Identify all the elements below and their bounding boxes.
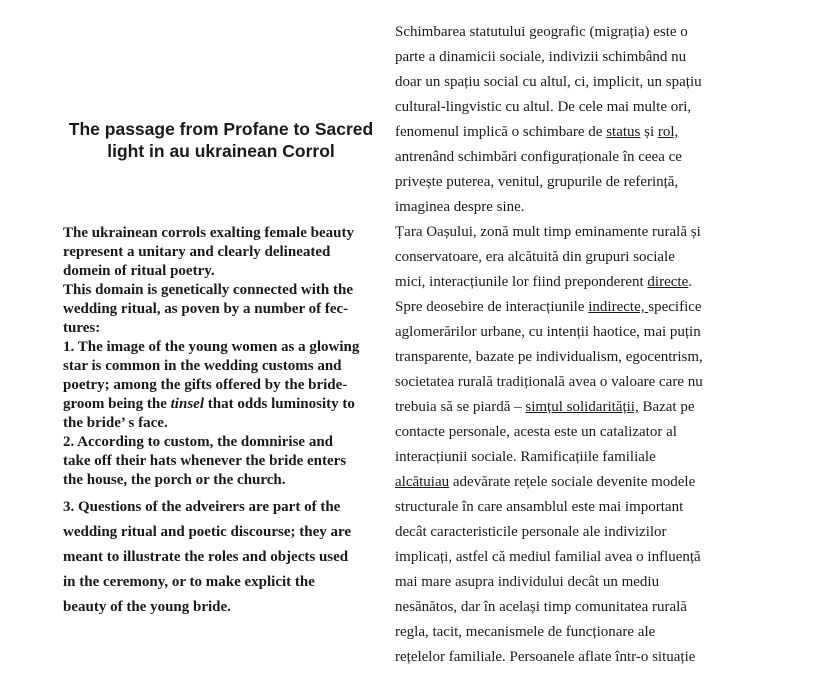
text-line bbox=[395, 395, 755, 420]
title-line-2: light in au ukrainean Corrol bbox=[107, 141, 335, 161]
text-line bbox=[395, 120, 755, 145]
text-line: represent a unitary and clearly delineated bbox=[63, 244, 331, 260]
left-column bbox=[63, 224, 385, 620]
text-run: Spre deosebire de interacțiunile bbox=[395, 299, 589, 315]
underlined-word: simțul solidarității, bbox=[525, 399, 639, 415]
text-line: Țara Oașului, zonă mult timp eminamente rurală și bbox=[395, 224, 701, 240]
text-run: groom being the bbox=[63, 396, 171, 412]
text-line: The ukrainean corrols exalting female beauty bbox=[63, 225, 354, 241]
text-line: societatea rurală tradițională avea o valoare care nu bbox=[395, 374, 703, 390]
text-line: in the ceremony, or to make explicit the bbox=[63, 574, 315, 590]
text-line bbox=[395, 295, 755, 320]
text-line: star is common in the wedding customs and bbox=[63, 358, 342, 374]
text-line: interacțiunii sociale. Ramificațiile familiale bbox=[395, 449, 656, 465]
text-line: decât caracteristicile personale ale indivizilor bbox=[395, 524, 667, 540]
text-run: . bbox=[688, 274, 692, 290]
title-line-1: The passage from Profane to Sacred bbox=[68, 119, 374, 139]
text-line: transparente, bazate pe individualism, egocentrism, bbox=[395, 349, 703, 365]
underlined-word: directe bbox=[647, 274, 689, 290]
text-line: 3. Questions of the adveirers are part of the bbox=[63, 499, 341, 515]
text-line: the bride’ s face. bbox=[63, 415, 168, 431]
text-run: și bbox=[640, 124, 658, 140]
text-line: implicați, astfel că mediul familial avea o influență bbox=[395, 549, 701, 565]
text-line: rețelelor familiale. Persoanele aflate într-o situație bbox=[395, 649, 696, 665]
text-line: wedding ritual and poetic discourse; they are bbox=[63, 524, 352, 540]
text-line bbox=[63, 395, 385, 414]
text-line: domein of ritual poetry. bbox=[63, 263, 215, 279]
text-line: beauty of the young bride. bbox=[63, 599, 231, 615]
text-line: take off their hats whenever the bride enters bbox=[63, 453, 347, 469]
text-run: adevărate rețele sociale devenite modele bbox=[449, 474, 696, 490]
underlined-word: indirecte, bbox=[588, 299, 649, 315]
text-run: that odds luminosity to bbox=[203, 396, 355, 412]
left-paragraph-1 bbox=[63, 224, 385, 490]
text-line: privește puterea, venitul, grupurile de referință, bbox=[395, 174, 679, 190]
underlined-word: rol, bbox=[657, 124, 679, 140]
underlined-word: alcătuiau bbox=[395, 474, 450, 490]
text-line: aglomerărilor urbane, cu intenții haotice, mai puțin bbox=[395, 324, 701, 340]
text-run: trebuia să se piardă – bbox=[395, 399, 526, 415]
text-run: Bazat pe bbox=[638, 399, 695, 415]
document-title bbox=[50, 118, 392, 162]
text-run: mici, interacțiunile lor fiind preponderent bbox=[395, 274, 648, 290]
text-line: parte a dinamicii sociale, indivizii schimbând nu bbox=[395, 49, 687, 65]
text-line: 2. According to custom, the domnirise and bbox=[63, 434, 333, 450]
text-line bbox=[395, 470, 755, 495]
text-line: poetry; among the gifts offered by the bride- bbox=[63, 377, 348, 393]
text-line: the house, the porch or the church. bbox=[63, 472, 286, 488]
italic-word: tinsel bbox=[170, 396, 204, 412]
text-line: contacte personale, acesta este un catalizator al bbox=[395, 424, 677, 440]
text-line: nesănătos, dar în același timp comunitatea rurală bbox=[395, 599, 687, 615]
text-line: Schimbarea statutului geografic (migrația) este o bbox=[395, 24, 688, 40]
text-line bbox=[395, 270, 755, 295]
text-line: meant to illustrate the roles and objects used bbox=[63, 549, 349, 565]
text-line: conservatoare, era alcătuită din grupuri sociale bbox=[395, 249, 675, 265]
text-line: regla, tacit, mecanismele de funcționare ale bbox=[395, 624, 656, 640]
text-line: 1. The image of the young women as a glowing bbox=[63, 339, 360, 355]
text-line: doar un spațiu social cu altul, ci, implicit, un spațiu bbox=[395, 74, 702, 90]
text-line: structurale în care ansamblul este mai important bbox=[395, 499, 684, 515]
left-paragraph-2 bbox=[63, 495, 385, 620]
right-column bbox=[395, 20, 755, 670]
text-line: This domain is genetically connected with the bbox=[63, 282, 354, 298]
text-line: mai mare asupra individului decât un mediu bbox=[395, 574, 660, 590]
text-run: specifice bbox=[648, 299, 702, 315]
underlined-word: status bbox=[606, 124, 641, 140]
text-line: antrenând schimbări configuraționale în ceea ce bbox=[395, 149, 682, 165]
text-line: cultural-lingvistic cu altul. De cele mai multe ori, bbox=[395, 99, 692, 115]
text-line: tures: bbox=[63, 320, 101, 336]
text-run: fenomenul implică o schimbare de bbox=[395, 124, 607, 140]
text-line: imaginea despre sine. bbox=[395, 199, 525, 215]
text-line: wedding ritual, as poven by a number of fec- bbox=[63, 301, 349, 317]
